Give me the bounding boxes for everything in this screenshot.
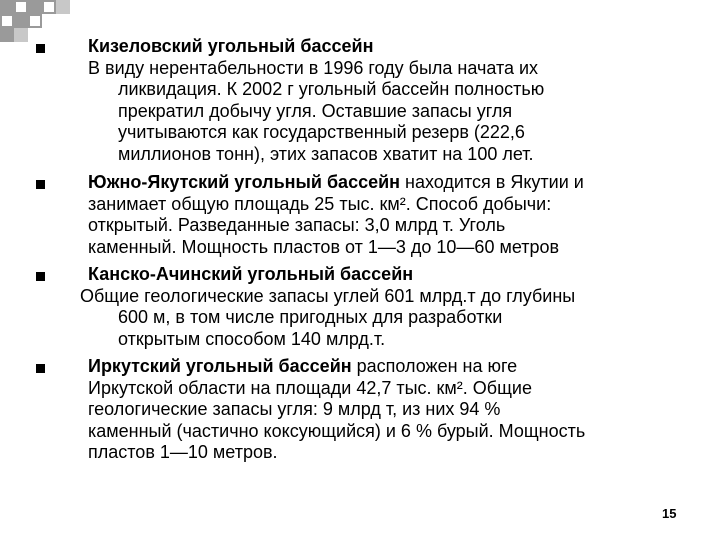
text-line: 600 м, в том числе пригодных для разработки	[118, 307, 503, 327]
text-line: учитываются как государственный резерв (222,6	[118, 122, 525, 142]
bullet-icon	[36, 44, 45, 53]
section-kizel	[88, 36, 698, 165]
bullet-icon	[36, 272, 45, 281]
section-title: Иркутский угольный бассейн	[88, 356, 352, 376]
deco-square	[14, 0, 28, 14]
section-heading-line	[88, 172, 698, 194]
deco-square	[0, 0, 14, 14]
section-south-yakutsk	[88, 172, 698, 258]
text-line: В виду нерентабельности в 1996 году была начата их	[88, 57, 539, 78]
deco-square	[42, 0, 56, 14]
text-line: ликвидация. К 2002 г угольный бассейн полностью	[118, 79, 545, 99]
text-line: пластов 1—10 метров.	[88, 442, 278, 462]
text-line: каменный (частично коксующийся) и 6 % бурый. Мощность	[88, 420, 586, 441]
deco-square	[0, 14, 14, 28]
deco-square	[28, 0, 42, 14]
deco-square	[56, 0, 70, 14]
deco-square	[28, 14, 42, 28]
text-line: каменный. Мощность пластов от 1—3 до 10—60 метров	[88, 236, 560, 257]
text-line: геологические запасы угля: 9 млрд т, из них 94 %	[88, 399, 501, 419]
text-line: открытым способом 140 млрд.т.	[118, 328, 386, 349]
text-line: открытый. Разведанные запасы: 3,0 млрд т. Уголь	[88, 215, 506, 235]
section-title: Кизеловский угольный бассейн	[88, 36, 374, 56]
section-heading-line	[88, 356, 698, 378]
section-kansk-achinsk	[80, 264, 698, 350]
bullet-icon	[36, 364, 45, 373]
section-title-tail: расположен на юге	[351, 356, 518, 376]
section-title: Канско-Ачинский угольный бассейн	[88, 264, 414, 284]
text-line: прекратил добычу угля. Оставшие запасы угля	[118, 100, 513, 121]
page-number: 15	[662, 506, 677, 521]
deco-square	[14, 28, 28, 42]
bullet-icon	[36, 180, 45, 189]
text-line: Иркутской области на площади 42,7 тыс. км². Общие	[88, 377, 532, 398]
text-line: Общие геологические запасы углей 601 млрд.т до глубины	[80, 285, 576, 306]
section-irkutsk	[88, 356, 698, 464]
text-line: миллионов тонн), этих запасов хватит на 100 лет.	[118, 143, 534, 164]
section-title-tail: находится в Якутии и	[400, 172, 584, 192]
deco-square	[0, 28, 14, 42]
deco-square	[14, 14, 28, 28]
section-title: Южно-Якутский угольный бассейн	[88, 172, 401, 192]
text-line: занимает общую площадь 25 тыс. км². Способ добычи:	[88, 193, 552, 214]
corner-decoration	[0, 0, 80, 45]
